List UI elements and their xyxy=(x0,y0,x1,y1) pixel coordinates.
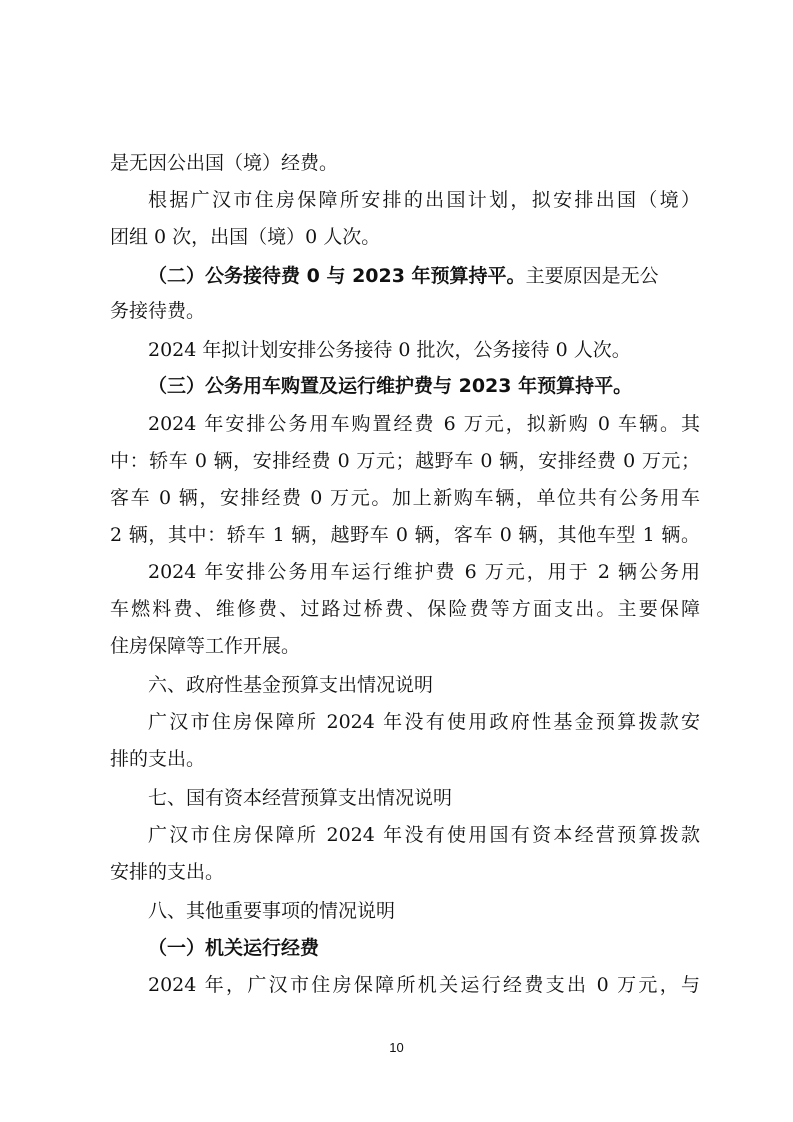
paragraph-line: 中：轿车 0 辆，安排经费 0 万元；越野车 0 辆，安排经费 0 万元； xyxy=(110,450,700,472)
paragraph-line: 车燃料费、维修费、过路过桥费、保险费等方面支出。主要保障 xyxy=(110,598,700,620)
paragraph-line: 广汉市住房保障所 2024 年没有使用国有资本经营预算拨款 xyxy=(148,824,700,846)
paragraph-line: 2024 年拟计划安排公务接待 0 批次，公务接待 0 人次。 xyxy=(148,339,631,361)
paragraph-line: 2024 年安排公务用车购置经费 6 万元，拟新购 0 车辆。其 xyxy=(148,413,700,435)
paragraph-line: 2024 年安排公务用车运行维护费 6 万元，用于 2 辆公务用 xyxy=(148,561,700,583)
paragraph-line: 2 辆，其中：轿车 1 辆，越野车 0 辆，客车 0 辆，其他车型 1 辆。 xyxy=(110,524,700,546)
paragraph-line: 住房保障等工作开展。 xyxy=(110,635,301,657)
paragraph-line: 广汉市住房保障所 2024 年没有使用政府性基金预算拨款安 xyxy=(148,711,700,733)
page-number: 10 xyxy=(389,1040,404,1055)
section-heading-state-capital: 七、国有资本经营预算支出情况说明 xyxy=(148,787,453,809)
subheading-operating-expenses: （一）机关运行经费 xyxy=(148,937,320,959)
paragraph-line: 根据广汉市住房保障所安排的出国计划，拟安排出国（境） xyxy=(148,189,700,211)
paragraph-line: 是无因公出国（境）经费。 xyxy=(110,152,339,174)
paragraph-line: 主要原因是无公 xyxy=(525,265,659,287)
section-heading-government-fund: 六、政府性基金预算支出情况说明 xyxy=(148,674,434,696)
subheading-vehicles: （三）公务用车购置及运行维护费与 2023 年预算持平。 xyxy=(148,375,633,397)
paragraph-line: 排的支出。 xyxy=(110,748,206,770)
reception-paragraph xyxy=(148,263,659,289)
paragraph-line: 务接待费。 xyxy=(110,300,206,322)
paragraph-line: 2024 年，广汉市住房保障所机关运行经费支出 0 万元，与 xyxy=(148,974,700,996)
paragraph-line: 客车 0 辆，安排经费 0 万元。加上新购车辆，单位共有公务用车 xyxy=(110,487,700,509)
subheading-reception: （二）公务接待费 0 与 2023 年预算持平。 xyxy=(148,265,526,287)
section-heading-other-matters: 八、其他重要事项的情况说明 xyxy=(148,900,396,922)
paragraph-line: 团组 0 次，出国（境）0 人次。 xyxy=(110,226,381,248)
paragraph-line: 安排的支出。 xyxy=(110,861,225,883)
